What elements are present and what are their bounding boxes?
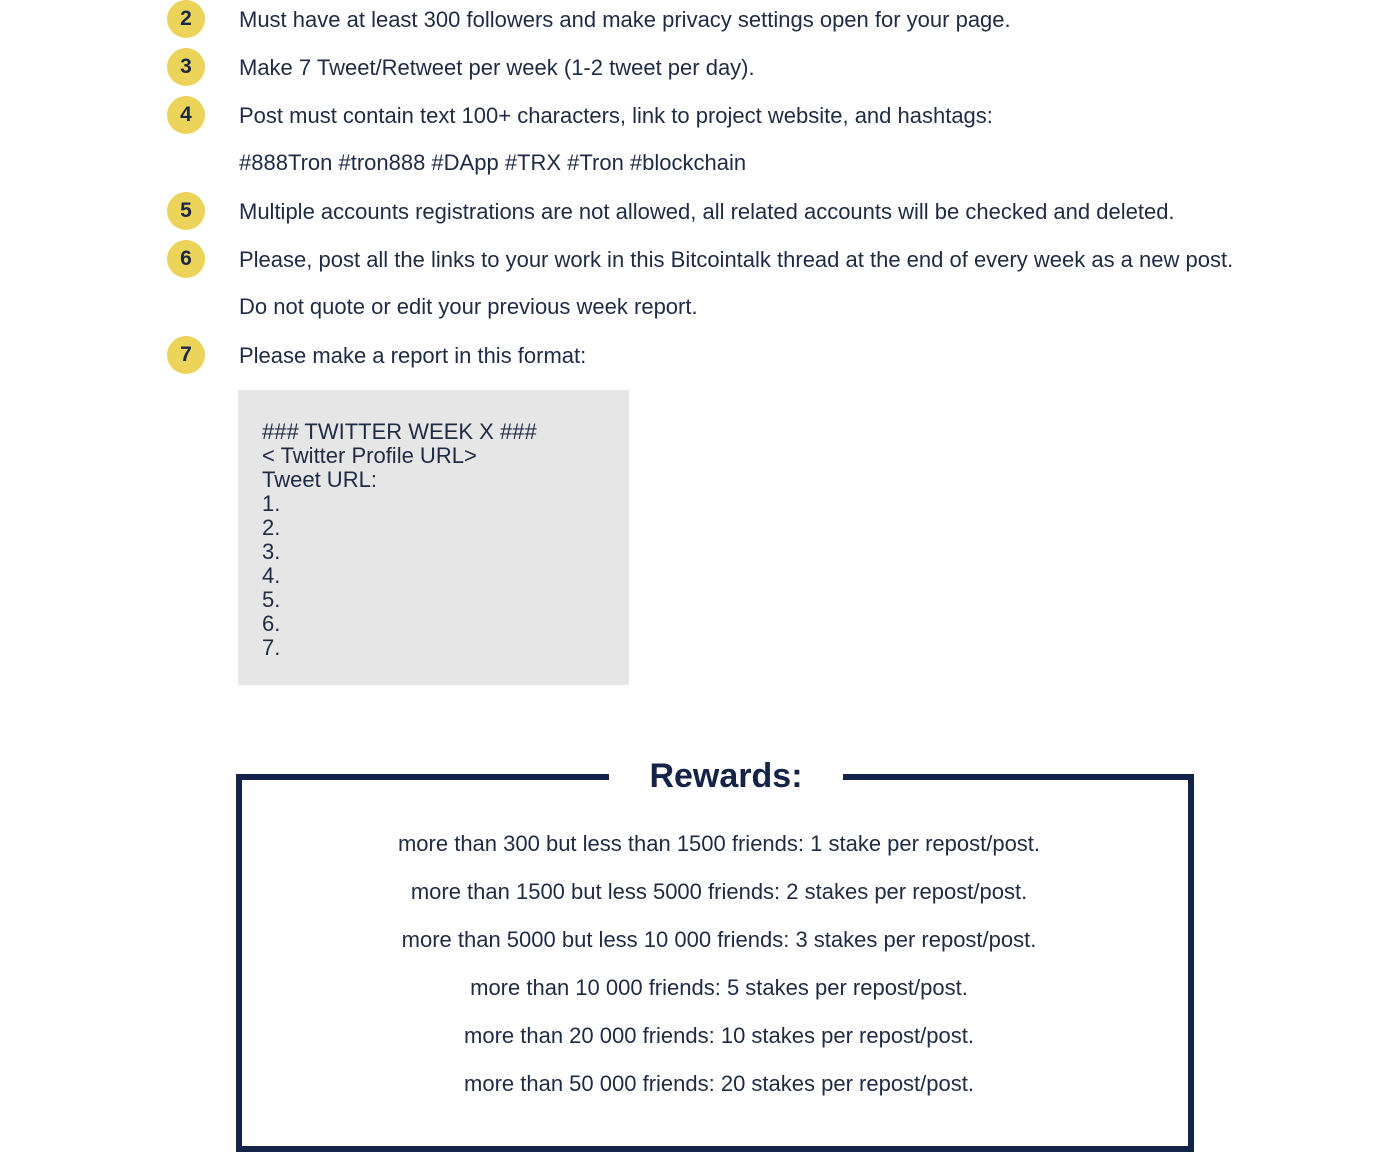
reward-tier: more than 50 000 friends: 20 stakes per repost/post. (464, 1071, 974, 1096)
template-line: 5. (262, 587, 281, 612)
template-line: 4. (262, 563, 281, 588)
template-line: Tweet URL: (262, 467, 377, 492)
reward-tier: more than 20 000 friends: 10 stakes per repost/post. (464, 1023, 974, 1048)
rule-number-badge: 5 (167, 192, 205, 230)
template-line: 6. (262, 611, 281, 636)
rule-item-4-hashtags (0, 143, 1400, 183)
template-line: < Twitter Profile URL> (262, 443, 477, 468)
rule-number-badge: 6 (167, 240, 205, 278)
reward-tier: more than 1500 but less 5000 friends: 2 stakes per repost/post. (410, 879, 1028, 904)
rule-number-badge: 4 (167, 96, 205, 134)
rule-item-4 (0, 96, 1400, 136)
rule-item-6 (0, 240, 1400, 280)
rule-number-badge: 3 (167, 48, 205, 86)
rule-text: Post must contain text 100+ characters, link to project website, and hashtags: (239, 103, 993, 128)
rule-text: Multiple accounts registrations are not allowed, all related accounts will be checked and deleted. (239, 199, 1175, 224)
reward-tier: more than 5000 but less 10 000 friends: 3 stakes per repost/post. (401, 927, 1037, 952)
rule-continuation-text: Do not quote or edit your previous week report. (239, 294, 698, 319)
rule-text: Make 7 Tweet/Retweet per week (1-2 tweet per day). (239, 55, 755, 80)
rule-number-badge: 2 (167, 0, 205, 38)
rule-item-2 (0, 0, 1400, 40)
hashtags-text: #888Tron #tron888 #DApp #TRX #Tron #blockchain (239, 150, 747, 175)
template-line: 7. (262, 635, 281, 660)
rule-number-badge: 7 (167, 336, 205, 374)
rule-item-5 (0, 192, 1400, 232)
reward-tier: more than 10 000 friends: 5 stakes per repost/post. (470, 975, 968, 1000)
template-line: 1. (262, 491, 281, 516)
rule-text: Please make a report in this format: (239, 343, 587, 368)
template-line: 2. (262, 515, 281, 540)
template-line: ### TWITTER WEEK X ### (262, 419, 537, 444)
rewards-title: Rewards: (649, 757, 803, 795)
template-line: 3. (262, 539, 281, 564)
report-template-box (238, 390, 629, 685)
rule-item-7 (0, 336, 1400, 376)
rule-text: Please, post all the links to your work in this Bitcointalk thread at the end of every week as a new post. (239, 247, 1234, 272)
rule-item-6-continuation (0, 287, 1400, 327)
reward-tier: more than 300 but less than 1500 friends: 1 stake per repost/post. (397, 831, 1041, 856)
rule-item-3 (0, 48, 1400, 88)
rule-text: Must have at least 300 followers and make privacy settings open for your page. (239, 7, 1011, 32)
